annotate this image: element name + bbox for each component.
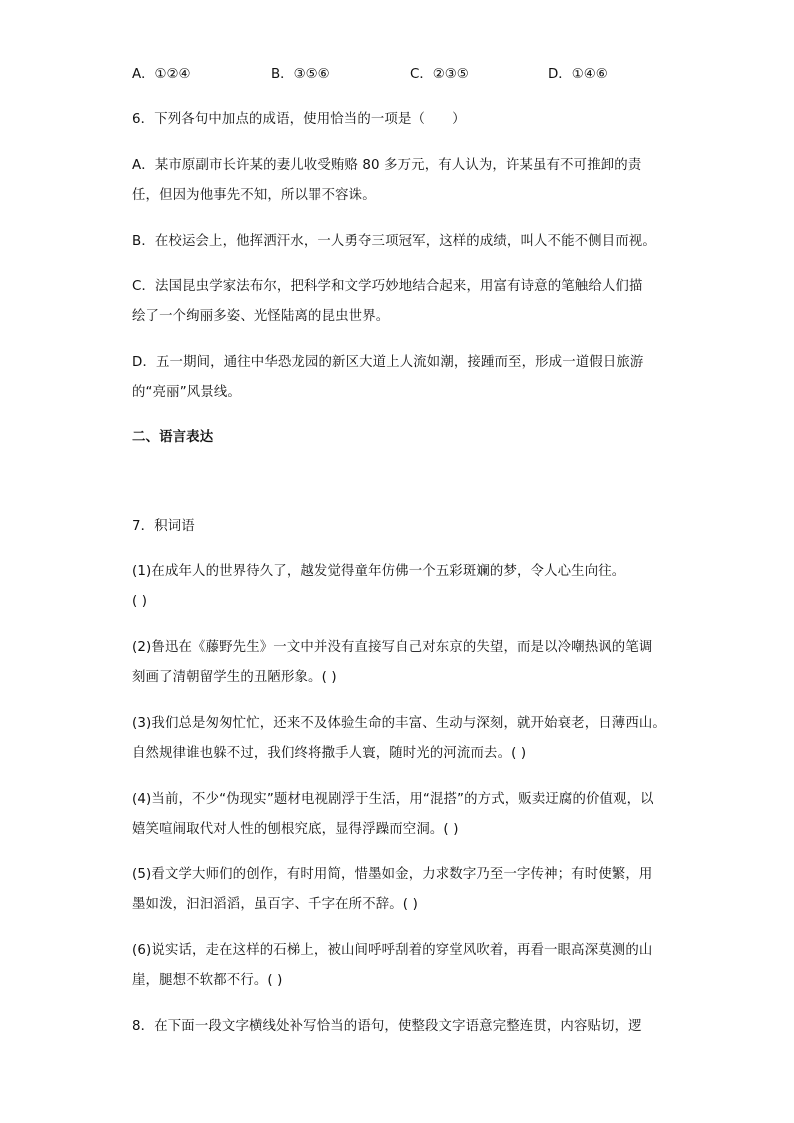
q7-item-1-line1: (1)在成年人的世界待久了，越发觉得童年仿佛一个五彩斑斓的梦，令人心生向往。 [132,564,626,579]
q6-stem: 6．下列各句中加点的成语，使用恰当的一项是（ ） [132,112,466,127]
q5-option-d: D．①④⑥ [548,67,608,82]
q7-item-4-line2: 嬉笑喧闹取代对人性的刨根究底，显得浮躁而空洞。( ) [132,822,459,837]
q5-option-b: B．③⑤⑥ [271,67,330,82]
q7-item-2-line1: (2)鲁迅在《藤野先生》一文中并没有直接写自己对东京的失望，而是以冷嘲热讽的笔调 [132,640,653,655]
section-title: 二、语言表达 [132,430,214,445]
q8-stem: 8．在下面一段文字横线处补写恰当的语句，使整段文字语意完整连贯，内容贴切，逻 [132,1019,642,1034]
q6-option-a-line2: 任，但因为他事先不知，所以罪不容诛。 [132,188,376,203]
q6-option-d-line2: 的“亮丽”风景线。 [132,385,241,400]
q6-option-d-line1: D．五一期间，通往中华恐龙园的新区大道上人流如潮，接踵而至，形成一道假日旅游 [132,355,644,370]
q6-option-c-line1: C．法国昆虫学家法布尔，把科学和文学巧妙地结合起来，用富有诗意的笔触给人们描 [132,279,643,294]
q5-option-c: C．②③⑤ [410,67,469,82]
q7-item-4-line1: (4)当前，不少“伪现实”题材电视剧浮于生活，用“混搭”的方式，贩卖迂腐的价值观，以 [132,792,654,807]
q6-option-b-line1: B．在校运会上，他挥洒汗水，一人勇夺三项冠军，这样的成绩，叫人不能不侧目而视。 [132,234,656,249]
q7-item-3-line2: 自然规律谁也躲不过，我们终将撒手人寰，随时光的河流而去。( ) [132,746,527,761]
q7-item-3-line1: (3)我们总是匆匆忙忙，还来不及体验生命的丰富、生动与深刻，就开始衰老，日薄西山。 [132,716,666,731]
q7-stem: 7．积词语 [132,519,195,534]
q7-item-5-line2: 墨如泼，汩汩滔滔，虽百字、千字在所不辞。( ) [132,897,418,912]
q6-option-c-line2: 绘了一个绚丽多姿、光怪陆离的昆虫世界。 [132,309,390,324]
q7-item-5-line1: (5)看文学大师们的创作，有时用简，惜墨如金，力求数字乃至一字传神；有时使繁，用 [132,867,653,882]
q7-item-6-line1: (6)说实话，走在这样的石梯上，被山间呼呼刮着的穿堂风吹着，再看一眼高深莫测的山 [132,943,653,958]
q5-option-a: A．①②④ [132,67,191,82]
q7-item-2-line2: 刻画了清朝留学生的丑陋形象。( ) [132,670,337,685]
q7-item-1-line2: ( ) [132,594,148,609]
q6-option-a-line1: A．某市原副市长许某的妻儿收受贿赂 80 多万元，有人认为，许某虽有不可推卸的责 [132,158,642,173]
q7-item-6-line2: 崖，腿想不软都不行。( ) [132,973,283,988]
